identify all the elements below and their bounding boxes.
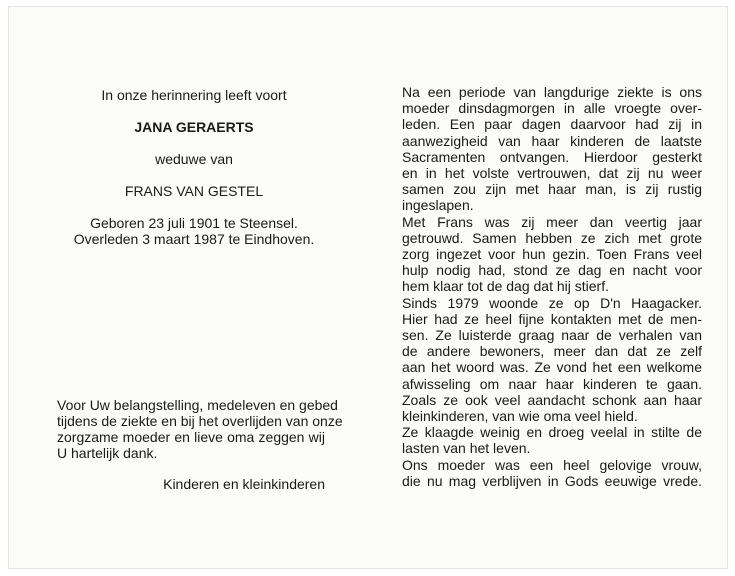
- text-line: Na een periode van langdurige ziekte is ons: [402, 84, 702, 100]
- text-line: aan het woord was. Ze vond het een welkome: [402, 359, 702, 376]
- signature: Kinderen en kleinkinderen: [163, 476, 325, 492]
- thanks-line: tijdens de ziekte en bij het overlijden van onze: [57, 413, 343, 429]
- paragraph-residence: [402, 295, 702, 425]
- thanks-text: [57, 397, 343, 461]
- text-line: ingeslapen.: [402, 197, 474, 214]
- text-line: Ons moeder was een heel gelovige vrouw,: [402, 456, 702, 473]
- paragraph-illness: [402, 84, 702, 214]
- text-line: leden. Een paar dagen daarvoor had zij in: [402, 116, 702, 133]
- deceased-name: JANA GERAERTS: [134, 119, 254, 135]
- right-column: [402, 84, 702, 489]
- text-line: Met Frans was zij meer dan veertig jaar: [402, 213, 702, 230]
- text-line: getrouwd. Samen hebben ze zich met grote: [402, 229, 702, 246]
- text-line: aanwezigheid van haar kinderen de laatste: [402, 132, 702, 149]
- thanks-line: Voor Uw belangstelling, medeleven en gebed: [57, 397, 338, 413]
- text-line: moeder dinsdagmorgen in alle vroegte over-: [402, 100, 702, 117]
- intro-text: In onze herinnering leeft voort: [101, 87, 287, 103]
- text-line: Sinds 1979 woonde ze op D'n Haagacker.: [402, 294, 702, 311]
- text-line: hem klaar tot de dag dat hij stierf.: [402, 278, 609, 295]
- paragraph-marriage: [402, 214, 702, 295]
- text-line: kleinkinderen, van wie oma veel hield.: [402, 408, 638, 425]
- birth-line: Geboren 23 juli 1901 te Steensel.: [90, 215, 298, 231]
- paragraph-faith: [402, 457, 702, 489]
- text-line: en in het volste vertrouwen, dat zij nu weer: [402, 165, 702, 182]
- text-line: hulp nodig had, stond ze dag en nacht voor: [402, 262, 702, 279]
- text-line: Ze klaagde weinig en droeg veelal in stilte de: [402, 424, 702, 441]
- text-line: Hier had ze heel fijne kontakten met de men-: [402, 310, 702, 327]
- text-line: afwisseling om naar haar kinderen te gaan.: [402, 375, 702, 392]
- memorial-card: [8, 6, 728, 569]
- text-line: de andere bewoners, meer dan dat ze zelf: [402, 343, 702, 360]
- thanks-line: U hartelijk dank.: [57, 445, 158, 461]
- spouse-name: FRANS VAN GESTEL: [124, 183, 264, 199]
- text-line: zorg ingezet voor hun gezin. Toen Frans veel: [402, 246, 702, 263]
- text-line: samen zou zijn met haar man, is zij rustig: [402, 181, 702, 198]
- text-line: lasten van het leven.: [402, 440, 531, 457]
- left-column: [63, 87, 325, 247]
- relation-text: weduwe van: [155, 151, 233, 167]
- thanks-line: zorgzame moeder en lieve oma zeggen wij: [57, 429, 325, 445]
- death-line: Overleden 3 maart 1987 te Eindhoven.: [73, 231, 315, 247]
- text-line: Sacramenten ontvangen. Hierdoor gesterkt: [402, 148, 702, 165]
- text-line: sen. Ze luisterde graag naar de verhalen van: [402, 327, 702, 344]
- text-line: die nu mag verblijven in Gods eeuwige vrede.: [402, 472, 702, 489]
- paragraph-suffering: [402, 424, 702, 456]
- text-line: Zoals ze ook veel aandacht schonk aan haar: [402, 391, 702, 408]
